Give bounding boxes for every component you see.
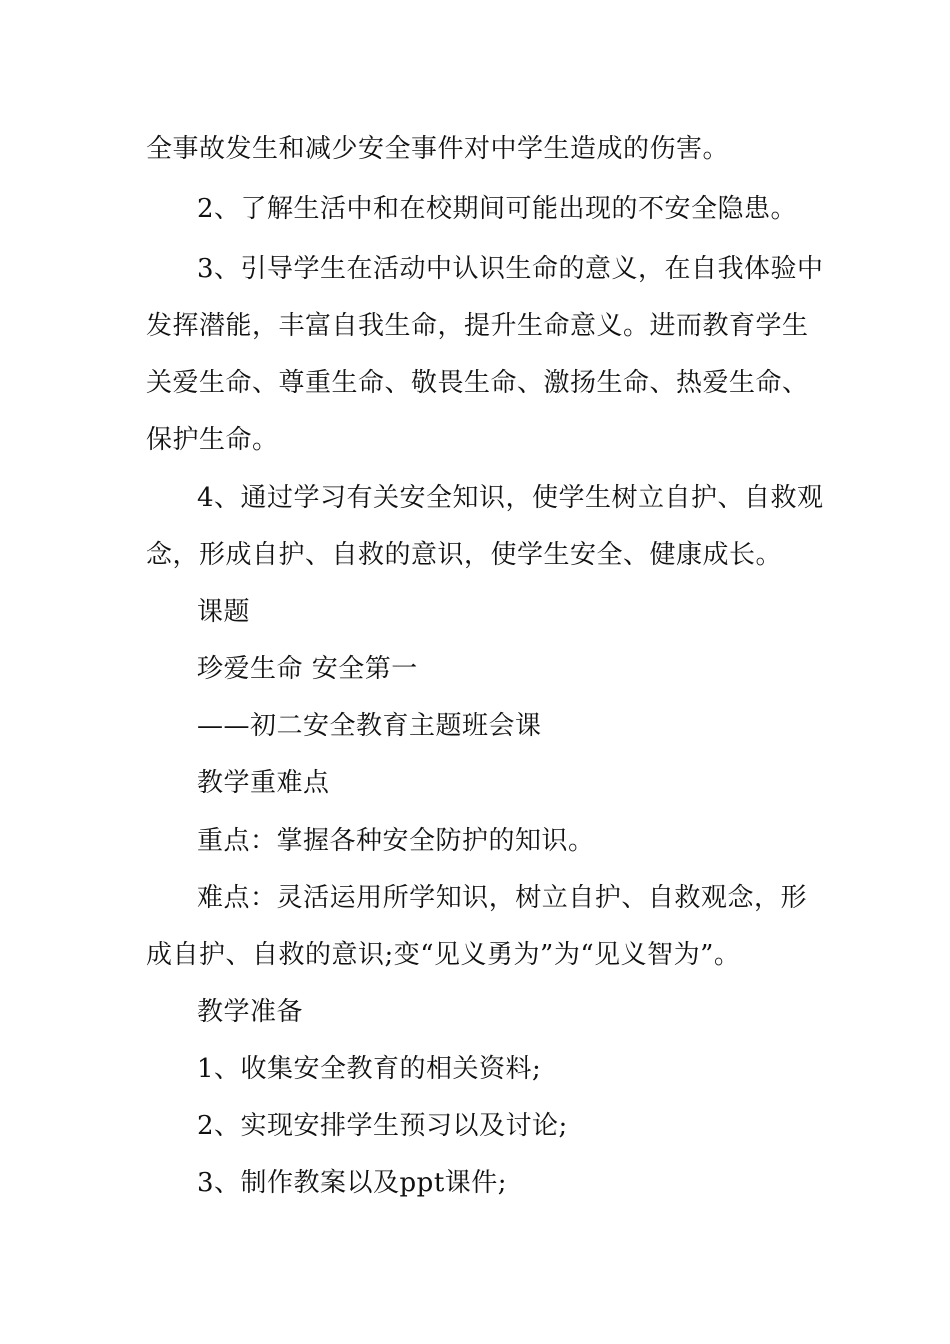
prep-item-3: 3、制作教案以及ppt课件;: [197, 1168, 508, 1198]
text-key-point: 重点：掌握各种安全防护的知识。: [197, 826, 595, 856]
lesson-subtitle: ——初二安全教育主题班会课: [197, 711, 542, 741]
text-line-7: 4、通过学习有关安全知识，使学生树立自护、自救观: [197, 483, 824, 513]
prep-item-2: 2、实现安排学生预习以及讨论;: [197, 1111, 568, 1141]
prep-item-1: 1、收集安全教育的相关资料;: [197, 1054, 542, 1084]
heading-preparation: 教学准备: [197, 997, 304, 1027]
text-line-4: 发挥潜能，丰富自我生命，提升生命意义。进而教育学生: [146, 311, 809, 341]
text-line-8: 念，形成自护、自救的意识，使学生安全、健康成长。: [146, 540, 783, 570]
lesson-title: 珍爱生命 安全第一: [197, 654, 418, 684]
text-line-1: 全事故发生和减少安全事件对中学生造成的伤害。: [146, 134, 730, 164]
text-line-2: 2、了解生活中和在校期间可能出现的不安全隐患。: [197, 194, 798, 224]
text-line-3: 3、引导学生在活动中认识生命的意义，在自我体验中: [197, 254, 824, 284]
text-line-5: 关爱生命、尊重生命、敬畏生命、激扬生命、热爱生命、: [146, 368, 809, 398]
text-line-6: 保护生命。: [146, 425, 279, 455]
text-difficulty-2: 成自护、自救的意识;变“见义勇为”为“见义智为”。: [146, 940, 741, 970]
heading-key-points: 教学重难点: [197, 768, 330, 798]
heading-topic: 课题: [197, 597, 251, 627]
text-difficulty-1: 难点：灵活运用所学知识，树立自护、自救观念，形: [197, 883, 807, 913]
